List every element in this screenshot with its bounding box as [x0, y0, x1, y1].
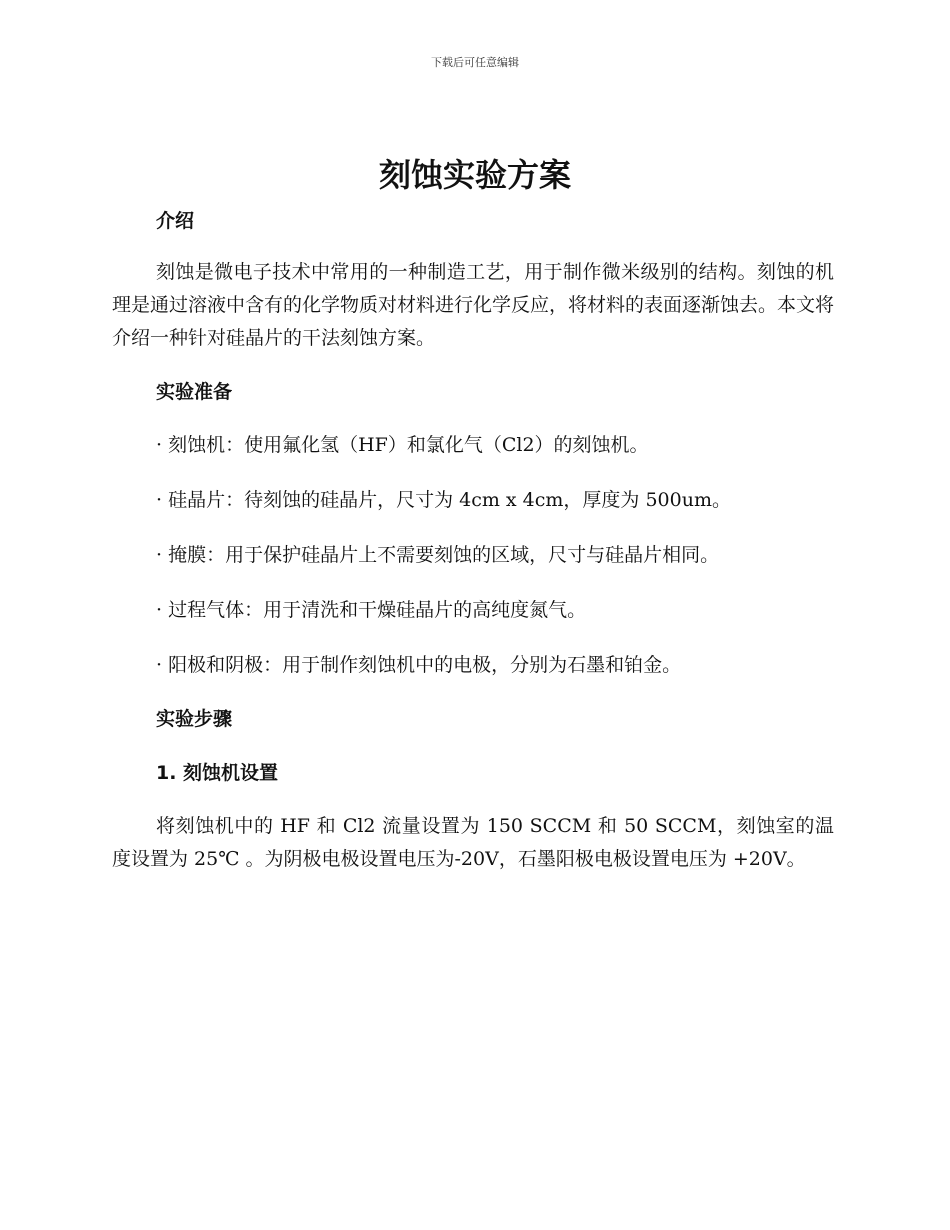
preparation-item-wafer: · 硅晶片：待刻蚀的硅晶片，尺寸为 4cm x 4cm，厚度为 500um。	[156, 489, 731, 511]
preparation-item-electrodes: · 阳极和阴极：用于制作刻蚀机中的电极，分别为石墨和铂金。	[156, 654, 682, 676]
section-heading-intro: 介绍	[156, 210, 195, 232]
intro-paragraph: 刻蚀是微电子技术中常用的一种制造工艺，用于制作微米级别的结构。刻蚀的机理是通过溶液中含有的化学物质对材料进行化学反应，将材料的表面逐渐蚀去。本文将介绍一种针对硅晶片的干法刻蚀方案。	[112, 261, 835, 349]
step-paragraph-etcher-setup: 将刻蚀机中的 HF 和 Cl2 流量设置为 150 SCCM 和 50 SCCM，刻蚀室的温度设置为 25℃ 。为阴极电极设置电压为-20V，石墨阳极电极设置电压为 +20V。	[112, 815, 834, 870]
preparation-item-mask: · 掩膜：用于保护硅晶片上不需要刻蚀的区域，尺寸与硅晶片相同。	[156, 544, 720, 566]
preparation-item-etcher: · 刻蚀机：使用氟化氢（HF）和氯化气（Cl2）的刻蚀机。	[156, 434, 649, 456]
section-heading-steps: 实验步骤	[156, 708, 233, 730]
step-heading-etcher-setup: 1. 刻蚀机设置	[156, 762, 279, 784]
document-body	[112, 204, 834, 876]
section-heading-preparation: 实验准备	[156, 381, 233, 403]
document-title: 刻蚀实验方案	[378, 156, 571, 194]
page-header-note: 下载后可任意编辑	[431, 56, 519, 69]
preparation-list	[112, 429, 834, 682]
preparation-item-process-gas: · 过程气体：用于清洗和干燥硅晶片的高纯度氮气。	[156, 599, 587, 621]
